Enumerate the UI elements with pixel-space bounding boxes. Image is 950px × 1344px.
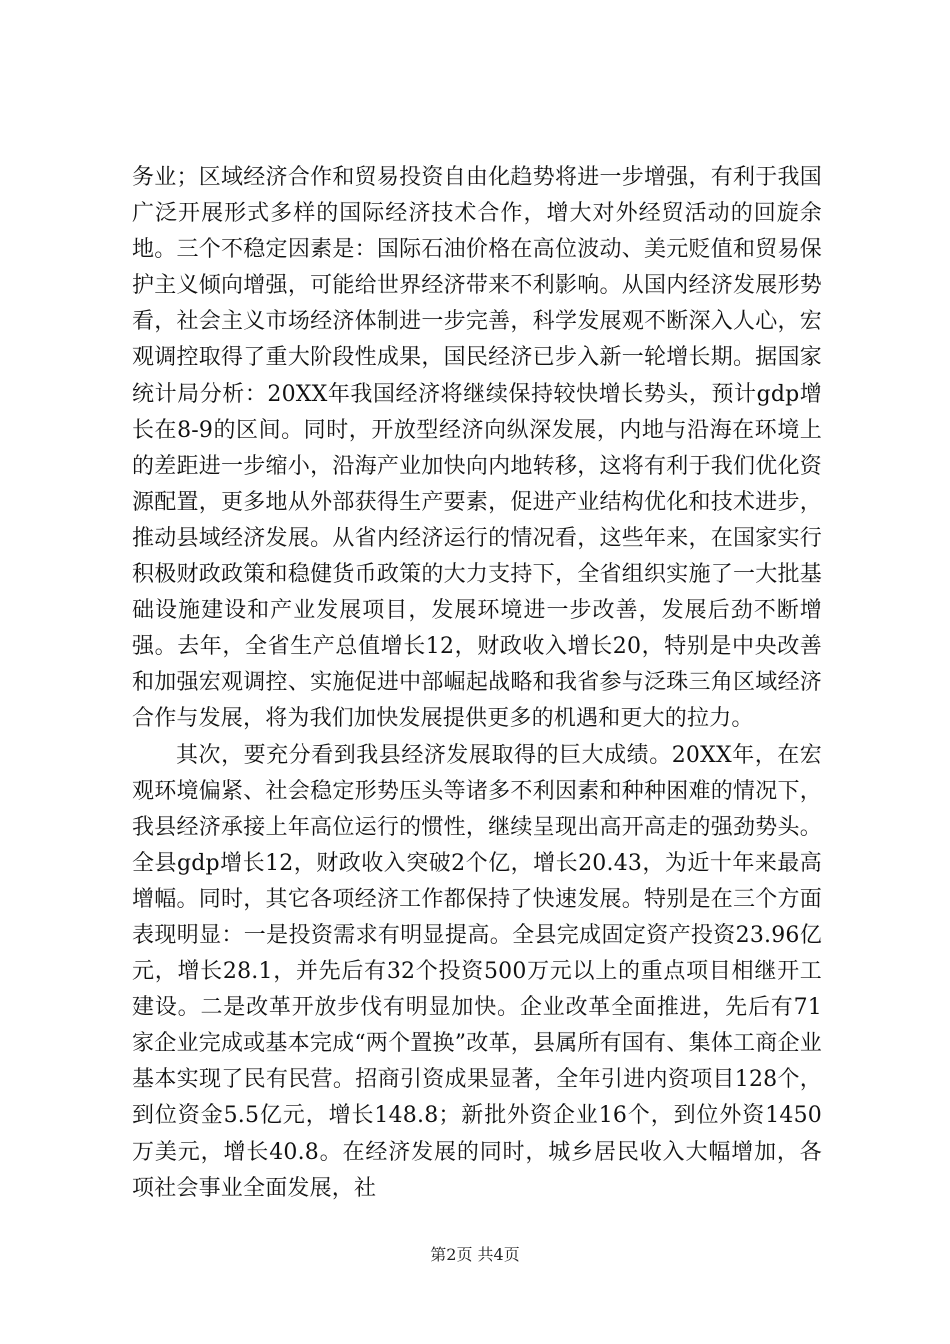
- document-body: [132, 160, 822, 1207]
- paragraph-continuation: 务业；区域经济合作和贸易投资自由化趋势将进一步增强，有利于我国广泛开展形式多样的国际经济技术合作，增大对外经贸活动的回旋余地。三个不稳定因素是：国际石油价格在高位波动、美元贬值和贸易保护主义倾向增强，可能给世界经济带来不利影响。从国内经济发展形势看，社会主义市场经济体制进一步完善，科学发展观不断深入人心，宏观调控取得了重大阶段性成果，国民经济已步入新一轮增长期。据国家统计局分析：20XX年我国经济将继续保持较快增长势头，预计gdp增长在8-9的区间。同时，开放型经济向纵深发展，内地与沿海在环境上的差距进一步缩小，沿海产业加快向内地转移，这将有利于我们优化资源配置，更多地从外部获得生产要素，促进产业结构优化和技术进步，推动县域经济发展。从省内经济运行的情况看，这些年来，在国家实行积极财政政策和稳健货币政策的大力支持下，全省组织实施了一大批基础设施建设和产业发展项目，发展环境进一步改善，发展后劲不断增强。去年，全省生产总值增长12，财政收入增长20，特别是中央改善和加强宏观调控、实施促进中部崛起战略和我省参与泛珠三角区域经济合作与发展，将为我们加快发展提供更多的机遇和更大的拉力。: [132, 165, 822, 732]
- page-footer: 第2页 共4页: [430, 1245, 520, 1264]
- paragraph-second: 其次，要充分看到我县经济发展取得的巨大成绩。20XX年，在宏观环境偏紧、社会稳定形势压头等诸多不利因素和种种困难的情况下，我县经济承接上年高位运行的惯性，继续呈现出高开高走的强劲势头。全县gdp增长12，财政收入突破2个亿，增长20.43，为近十年来最高增幅。同时，其它各项经济工作都保持了快速发展。特别是在三个方面表现明显：一是投资需求有明显提高。全县完成固定资产投资23.96亿元，增长28.1，并先后有32个投资500万元以上的重点项目相继开工建设。二是改革开放步伐有明显加快。企业改革全面推进，先后有71家企业完成或基本完成“两个置换”改革，县属所有国有、集体工商企业基本实现了民有民营。招商引资成果显著，全年引进内资项目128个，到位资金5.5亿元，增长148.8；新批外资企业16个，到位外资1450万美元，增长40.8。在经济发展的同时，城乡居民收入大幅增加，各项社会事业全面发展，社: [132, 742, 822, 1201]
